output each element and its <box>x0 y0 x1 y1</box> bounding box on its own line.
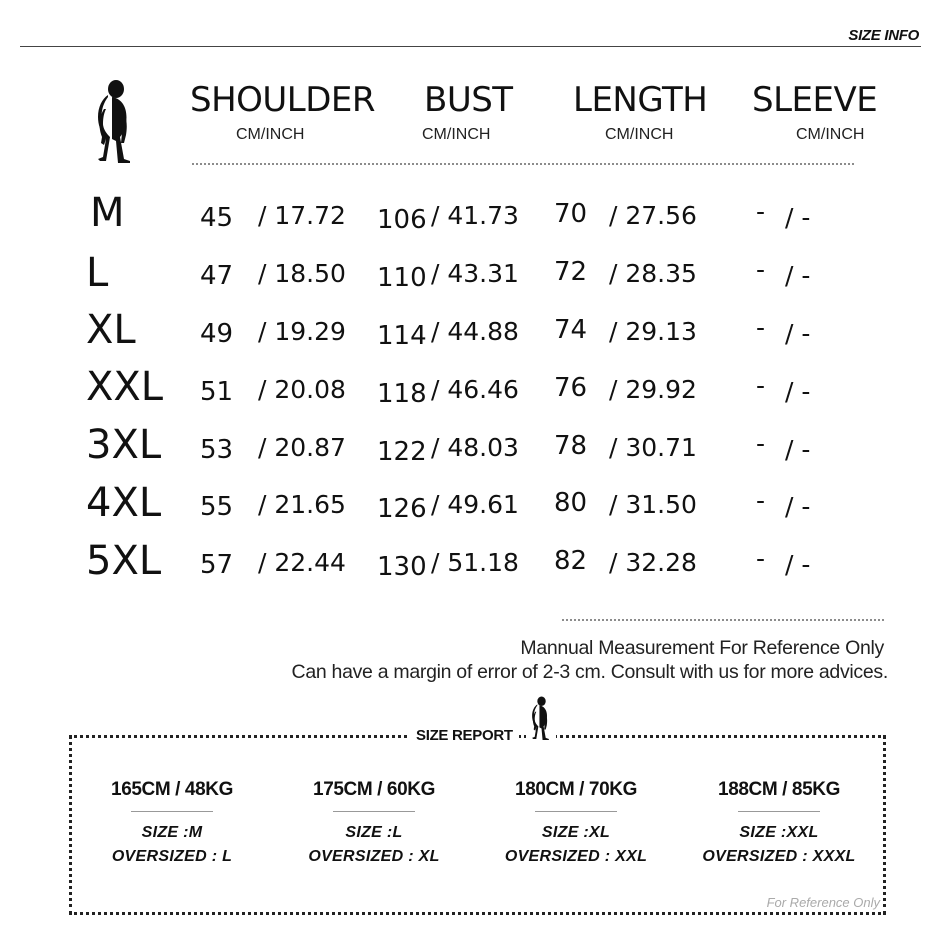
report-item <box>679 779 879 866</box>
size-label: 4XL <box>86 480 162 526</box>
length-cm: 80 <box>554 488 588 518</box>
report-size: SIZE :M <box>141 824 203 841</box>
sleeve-inch: / - <box>785 203 811 232</box>
report-size: SIZE :XXL <box>739 824 819 841</box>
column-header-bust: BUST <box>424 80 513 120</box>
bust-inch: / 51.18 <box>431 548 519 577</box>
sleeve-inch: / - <box>785 492 811 521</box>
size-label: 5XL <box>86 538 162 584</box>
ape-figure-icon <box>526 694 556 747</box>
sleeve-cm: - <box>756 486 766 515</box>
sleeve-cm: - <box>756 429 766 458</box>
sleeve-cm: - <box>756 313 766 342</box>
sleeve-cm: - <box>756 197 766 226</box>
report-oversized: OVERSIZED : XL <box>308 848 440 865</box>
length-cm: 70 <box>554 199 588 229</box>
length-cm: 72 <box>554 257 588 287</box>
report-item <box>274 779 474 866</box>
report-item <box>476 779 676 866</box>
column-unit-sleeve: CM/INCH <box>796 126 865 143</box>
shoulder-cm: 53 <box>200 435 234 465</box>
size-report-title: SIZE REPORT <box>410 727 519 744</box>
header-divider <box>20 46 921 47</box>
report-item-divider <box>738 811 820 812</box>
sleeve-cm: - <box>756 371 766 400</box>
measurement-note: Mannual Measurement For Reference Only <box>520 637 884 659</box>
report-height-weight: 165CM / 48KG <box>111 779 233 800</box>
sleeve-inch: / - <box>785 435 811 464</box>
report-item <box>72 779 272 866</box>
bust-inch: / 48.03 <box>431 433 519 462</box>
shoulder-cm: 55 <box>200 492 234 522</box>
report-oversized: OVERSIZED : XXL <box>504 848 648 865</box>
sleeve-inch: / - <box>785 550 811 579</box>
sleeve-inch: / - <box>785 377 811 406</box>
bust-inch: / 49.61 <box>431 490 519 519</box>
bust-cm: 126 <box>377 494 427 524</box>
size-label: 3XL <box>86 422 162 468</box>
bust-inch: / 46.46 <box>431 375 519 404</box>
report-height-weight: 188CM / 85KG <box>718 779 840 800</box>
report-size: SIZE :L <box>345 824 403 841</box>
shoulder-inch: / 17.72 <box>258 201 346 230</box>
report-item-divider <box>535 811 617 812</box>
length-inch: / 29.92 <box>609 375 697 404</box>
shoulder-cm: 47 <box>200 261 234 291</box>
length-inch: / 29.13 <box>609 317 697 346</box>
length-inch: / 28.35 <box>609 259 697 288</box>
sleeve-cm: - <box>756 544 766 573</box>
shoulder-inch: / 21.65 <box>258 490 346 519</box>
length-cm: 82 <box>554 546 588 576</box>
bust-inch: / 44.88 <box>431 317 519 346</box>
length-inch: / 32.28 <box>609 548 697 577</box>
bust-inch: / 43.31 <box>431 259 519 288</box>
column-unit-bust: CM/INCH <box>422 126 491 143</box>
report-oversized: OVERSIZED : XXXL <box>702 848 856 865</box>
page-title: SIZE INFO <box>848 27 919 44</box>
sleeve-inch: / - <box>785 261 811 290</box>
margin-note: Can have a margin of error of 2-3 cm. Consult with us for more advices. <box>291 661 888 683</box>
report-item-divider <box>131 811 213 812</box>
length-inch: / 30.71 <box>609 433 697 462</box>
shoulder-cm: 49 <box>200 319 234 349</box>
size-label: XL <box>86 307 136 353</box>
column-unit-length: CM/INCH <box>605 126 674 143</box>
size-label: L <box>86 250 109 296</box>
bust-cm: 106 <box>377 205 427 235</box>
column-header-shoulder: SHOULDER <box>190 80 376 120</box>
shoulder-inch: / 19.29 <box>258 317 346 346</box>
bust-cm: 130 <box>377 552 427 582</box>
report-height-weight: 175CM / 60KG <box>313 779 435 800</box>
shoulder-inch: / 18.50 <box>258 259 346 288</box>
shoulder-cm: 51 <box>200 377 234 407</box>
notes-dotted-divider <box>562 619 884 621</box>
sleeve-inch: / - <box>785 319 811 348</box>
bust-cm: 114 <box>377 321 427 351</box>
sleeve-cm: - <box>756 255 766 284</box>
shoulder-inch: / 20.87 <box>258 433 346 462</box>
bust-cm: 110 <box>377 263 427 293</box>
length-cm: 78 <box>554 431 588 461</box>
column-unit-shoulder: CM/INCH <box>236 126 305 143</box>
length-inch: / 27.56 <box>609 201 697 230</box>
length-inch: / 31.50 <box>609 490 697 519</box>
length-cm: 74 <box>554 315 588 345</box>
shoulder-inch: / 22.44 <box>258 548 346 577</box>
length-cm: 76 <box>554 373 588 403</box>
header-dotted-divider <box>192 163 854 165</box>
shoulder-cm: 45 <box>200 203 234 233</box>
ape-figure-icon <box>94 79 136 163</box>
column-header-length: LENGTH <box>573 80 708 120</box>
size-label: XXL <box>86 364 164 410</box>
size-label: M <box>90 190 125 236</box>
report-item-divider <box>333 811 415 812</box>
report-height-weight: 180CM / 70KG <box>515 779 637 800</box>
column-header-sleeve: SLEEVE <box>752 80 878 120</box>
reference-footnote: For Reference Only <box>766 895 880 910</box>
report-size: SIZE :XL <box>541 824 611 841</box>
shoulder-cm: 57 <box>200 550 234 580</box>
bust-cm: 122 <box>377 437 427 467</box>
bust-cm: 118 <box>377 379 427 409</box>
report-oversized: OVERSIZED : L <box>111 848 233 865</box>
bust-inch: / 41.73 <box>431 201 519 230</box>
shoulder-inch: / 20.08 <box>258 375 346 404</box>
